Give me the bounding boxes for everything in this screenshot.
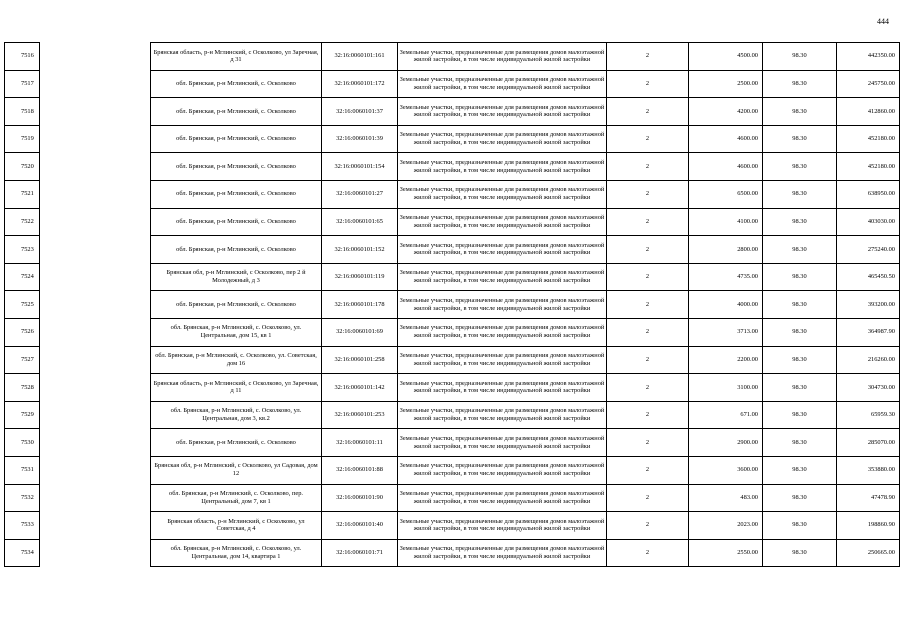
cadastral-number-cell: 32:16:0060101:39 [322,125,398,153]
table-row [5,125,900,153]
cadastral-value-cell: 304730.00 [837,374,900,402]
cadastral-number-cell: 32:16:0060101:90 [322,484,398,512]
group-cell: 2 [607,98,689,126]
land-use-cell: Земельные участки, предназначенные для размещения домов малоэтажной жилой застройки, в том числе индивидуальной жилой застройки [398,374,607,402]
area-cell: 2023.00 [689,512,763,540]
address-cell: обл. Брянская, р-н Мглинский, с. Осколково [151,291,322,319]
table-row [5,291,900,319]
cadastral-number-cell: 32:16:0060101:258 [322,346,398,374]
group-cell: 2 [607,263,689,291]
rate-cell: 98.30 [763,180,837,208]
row-number-cell: 7526 [5,318,40,346]
table-row [5,429,900,457]
cadastral-value-cell: 216260.00 [837,346,900,374]
area-cell: 4500.00 [689,43,763,71]
spacer-cell [40,236,151,264]
spacer-cell [40,374,151,402]
area-cell: 3713.00 [689,318,763,346]
spacer-cell [40,153,151,181]
land-use-cell: Земельные участки, предназначенные для размещения домов малоэтажной жилой застройки, в том числе индивидуальной жилой застройки [398,318,607,346]
cadastral-number-cell: 32:16:0060101:71 [322,539,398,567]
group-cell: 2 [607,153,689,181]
address-cell: обл. Брянская, р-н Мглинский, с. Осколково [151,429,322,457]
rate-cell: 98.30 [763,153,837,181]
table-row [5,263,900,291]
land-use-cell: Земельные участки, предназначенные для размещения домов малоэтажной жилой застройки, в том числе индивидуальной жилой застройки [398,70,607,98]
spacer-cell [40,456,151,484]
area-cell: 2500.00 [689,70,763,98]
cadastral-number-cell: 32:16:0060101:161 [322,43,398,71]
group-cell: 2 [607,125,689,153]
cadastral-value-cell: 47478.90 [837,484,900,512]
cadastral-value-cell: 65959.30 [837,401,900,429]
land-use-cell: Земельные участки, предназначенные для размещения домов малоэтажной жилой застройки, в том числе индивидуальной жилой застройки [398,401,607,429]
registry-body [5,43,900,567]
table-row [5,208,900,236]
spacer-cell [40,318,151,346]
address-cell: Брянская область, р-н Мглинский, с Осколково, ул Заречная, д 11 [151,374,322,402]
row-number-cell: 7520 [5,153,40,181]
address-cell: Брянская обл, р-н Мглинский, с Осколково, ул Садовая, дом 12 [151,456,322,484]
area-cell: 4200.00 [689,98,763,126]
table-row [5,98,900,126]
rate-cell: 98.30 [763,70,837,98]
row-number-cell: 7524 [5,263,40,291]
area-cell: 2900.00 [689,429,763,457]
cadastral-value-cell: 452180.00 [837,125,900,153]
address-cell: обл. Брянская, р-н Мглинский, с. Осколково [151,70,322,98]
rate-cell: 98.30 [763,401,837,429]
address-cell: обл. Брянская, р-н Мглинский, с. Осколково, ул. Центральная, дом 14, квартира 1 [151,539,322,567]
spacer-cell [40,539,151,567]
rate-cell: 98.30 [763,429,837,457]
table-row [5,180,900,208]
cadastral-value-cell: 353880.00 [837,456,900,484]
land-use-cell: Земельные участки, предназначенные для размещения домов малоэтажной жилой застройки, в том числе индивидуальной жилой застройки [398,539,607,567]
area-cell: 2800.00 [689,236,763,264]
table-row [5,539,900,567]
table-row [5,236,900,264]
cadastral-number-cell: 32:16:0060101:119 [322,263,398,291]
row-number-cell: 7516 [5,43,40,71]
row-number-cell: 7522 [5,208,40,236]
area-cell: 4600.00 [689,153,763,181]
table-row [5,484,900,512]
spacer-cell [40,291,151,319]
address-cell: Брянская область, р-н Мглинский, с Осколково, ул Заречная, д 31 [151,43,322,71]
address-cell: обл. Брянская, р-н Мглинский, с. Осколково [151,125,322,153]
area-cell: 4000.00 [689,291,763,319]
rate-cell: 98.30 [763,456,837,484]
row-number-cell: 7529 [5,401,40,429]
row-number-cell: 7531 [5,456,40,484]
area-cell: 483.00 [689,484,763,512]
spacer-cell [40,429,151,457]
area-cell: 3600.00 [689,456,763,484]
spacer-cell [40,346,151,374]
land-use-cell: Земельные участки, предназначенные для размещения домов малоэтажной жилой застройки, в том числе индивидуальной жилой застройки [398,263,607,291]
group-cell: 2 [607,346,689,374]
cadastral-value-cell: 198860.90 [837,512,900,540]
cadastral-number-cell: 32:16:0060101:27 [322,180,398,208]
address-cell: обл. Брянская, р-н Мглинский, с. Осколково [151,153,322,181]
cadastral-number-cell: 32:16:0060101:152 [322,236,398,264]
group-cell: 2 [607,374,689,402]
group-cell: 2 [607,208,689,236]
spacer-cell [40,70,151,98]
cadastral-value-cell: 442350.00 [837,43,900,71]
land-use-cell: Земельные участки, предназначенные для размещения домов малоэтажной жилой застройки, в том числе индивидуальной жилой застройки [398,125,607,153]
rate-cell: 98.30 [763,346,837,374]
cadastral-value-cell: 638950.00 [837,180,900,208]
group-cell: 2 [607,429,689,457]
address-cell: обл. Брянская, р-н Мглинский, с. Осколково, ул. Советская, дом 16 [151,346,322,374]
rate-cell: 98.30 [763,208,837,236]
row-number-cell: 7523 [5,236,40,264]
cadastral-value-cell: 465450.50 [837,263,900,291]
group-cell: 2 [607,180,689,208]
table-row [5,153,900,181]
rate-cell: 98.30 [763,484,837,512]
area-cell: 4100.00 [689,208,763,236]
area-cell: 4600.00 [689,125,763,153]
spacer-cell [40,180,151,208]
cadastral-value-cell: 393200.00 [837,291,900,319]
cadastral-number-cell: 32:16:0060101:11 [322,429,398,457]
spacer-cell [40,484,151,512]
land-use-cell: Земельные участки, предназначенные для размещения домов малоэтажной жилой застройки, в том числе индивидуальной жилой застройки [398,484,607,512]
spacer-cell [40,125,151,153]
cadastral-value-cell: 250665.00 [837,539,900,567]
group-cell: 2 [607,236,689,264]
land-use-cell: Земельные участки, предназначенные для размещения домов малоэтажной жилой застройки, в том числе индивидуальной жилой застройки [398,429,607,457]
row-number-cell: 7530 [5,429,40,457]
area-cell: 671.00 [689,401,763,429]
address-cell: обл. Брянская, р-н Мглинский, с. Осколково, ул. Центральная, дом 3, кв.2 [151,401,322,429]
rate-cell: 98.30 [763,98,837,126]
address-cell: обл. Брянская, р-н Мглинский, с. Осколково [151,180,322,208]
page-number: 444 [877,17,889,26]
land-use-cell: Земельные участки, предназначенные для размещения домов малоэтажной жилой застройки, в том числе индивидуальной жилой застройки [398,291,607,319]
cadastral-value-cell: 275240.00 [837,236,900,264]
group-cell: 2 [607,539,689,567]
row-number-cell: 7527 [5,346,40,374]
land-use-cell: Земельные участки, предназначенные для размещения домов малоэтажной жилой застройки, в том числе индивидуальной жилой застройки [398,43,607,71]
cadastral-number-cell: 32:16:0060101:142 [322,374,398,402]
spacer-cell [40,43,151,71]
group-cell: 2 [607,456,689,484]
group-cell: 2 [607,43,689,71]
cadastral-value-cell: 245750.00 [837,70,900,98]
cadastral-number-cell: 32:16:0060101:40 [322,512,398,540]
land-use-cell: Земельные участки, предназначенные для размещения домов малоэтажной жилой застройки, в том числе индивидуальной жилой застройки [398,236,607,264]
cadastral-value-cell: 403030.00 [837,208,900,236]
spacer-cell [40,263,151,291]
land-use-cell: Земельные участки, предназначенные для размещения домов малоэтажной жилой застройки, в том числе индивидуальной жилой застройки [398,208,607,236]
row-number-cell: 7534 [5,539,40,567]
land-use-cell: Земельные участки, предназначенные для размещения домов малоэтажной жилой застройки, в том числе индивидуальной жилой застройки [398,153,607,181]
table-row [5,346,900,374]
rate-cell: 98.30 [763,291,837,319]
rate-cell: 98.30 [763,263,837,291]
cadastral-number-cell: 32:16:0060101:253 [322,401,398,429]
row-number-cell: 7519 [5,125,40,153]
rate-cell: 98.30 [763,43,837,71]
cadastral-number-cell: 32:16:0060101:172 [322,70,398,98]
row-number-cell: 7532 [5,484,40,512]
land-registry-table [4,42,900,567]
address-cell: Брянская область, р-н Мглинский, с Осколково, ул Советская, д 4 [151,512,322,540]
land-use-cell: Земельные участки, предназначенные для размещения домов малоэтажной жилой застройки, в том числе индивидуальной жилой застройки [398,98,607,126]
cadastral-number-cell: 32:16:0060101:88 [322,456,398,484]
rate-cell: 98.30 [763,125,837,153]
cadastral-value-cell: 412860.00 [837,98,900,126]
spacer-cell [40,401,151,429]
cadastral-number-cell: 32:16:0060101:69 [322,318,398,346]
rate-cell: 98.30 [763,539,837,567]
cadastral-value-cell: 364987.90 [837,318,900,346]
address-cell: обл. Брянская, р-н Мглинский, с. Осколково, пер. Центральный, дом 7, кв 1 [151,484,322,512]
group-cell: 2 [607,401,689,429]
land-use-cell: Земельные участки, предназначенные для размещения домов малоэтажной жилой застройки, в том числе индивидуальной жилой застройки [398,180,607,208]
group-cell: 2 [607,484,689,512]
address-cell: обл. Брянская, р-н Мглинский, с. Осколково [151,208,322,236]
table-row [5,43,900,71]
cadastral-number-cell: 32:16:0060101:178 [322,291,398,319]
address-cell: обл. Брянская, р-н Мглинский, с. Осколково, ул. Центральная, дом 15, кв 1 [151,318,322,346]
table-row [5,401,900,429]
area-cell: 4735.00 [689,263,763,291]
group-cell: 2 [607,70,689,98]
cadastral-number-cell: 32:16:0060101:154 [322,153,398,181]
row-number-cell: 7533 [5,512,40,540]
group-cell: 2 [607,318,689,346]
land-use-cell: Земельные участки, предназначенные для размещения домов малоэтажной жилой застройки, в том числе индивидуальной жилой застройки [398,512,607,540]
row-number-cell: 7517 [5,70,40,98]
cadastral-number-cell: 32:16:0060101:65 [322,208,398,236]
group-cell: 2 [607,512,689,540]
spacer-cell [40,512,151,540]
area-cell: 2200.00 [689,346,763,374]
address-cell: обл. Брянская, р-н Мглинский, с. Осколково [151,98,322,126]
land-use-cell: Земельные участки, предназначенные для размещения домов малоэтажной жилой застройки, в том числе индивидуальной жилой застройки [398,456,607,484]
table-row [5,70,900,98]
area-cell: 2550.00 [689,539,763,567]
address-cell: Брянская обл, р-н Мглинский, с Осколково, пер 2 й Молодежный, д 3 [151,263,322,291]
table-row [5,456,900,484]
group-cell: 2 [607,291,689,319]
area-cell: 3100.00 [689,374,763,402]
rate-cell: 98.30 [763,512,837,540]
cadastral-value-cell: 285070.00 [837,429,900,457]
table-row [5,318,900,346]
area-cell: 6500.00 [689,180,763,208]
land-use-cell: Земельные участки, предназначенные для размещения домов малоэтажной жилой застройки, в том числе индивидуальной жилой застройки [398,346,607,374]
cadastral-number-cell: 32:16:0060101:37 [322,98,398,126]
table-row [5,374,900,402]
rate-cell: 98.30 [763,236,837,264]
row-number-cell: 7525 [5,291,40,319]
address-cell: обл. Брянская, р-н Мглинский, с. Осколково [151,236,322,264]
spacer-cell [40,208,151,236]
table-row [5,512,900,540]
row-number-cell: 7528 [5,374,40,402]
spacer-cell [40,98,151,126]
cadastral-value-cell: 452180.00 [837,153,900,181]
row-number-cell: 7518 [5,98,40,126]
rate-cell: 98.30 [763,374,837,402]
rate-cell: 98.30 [763,318,837,346]
row-number-cell: 7521 [5,180,40,208]
